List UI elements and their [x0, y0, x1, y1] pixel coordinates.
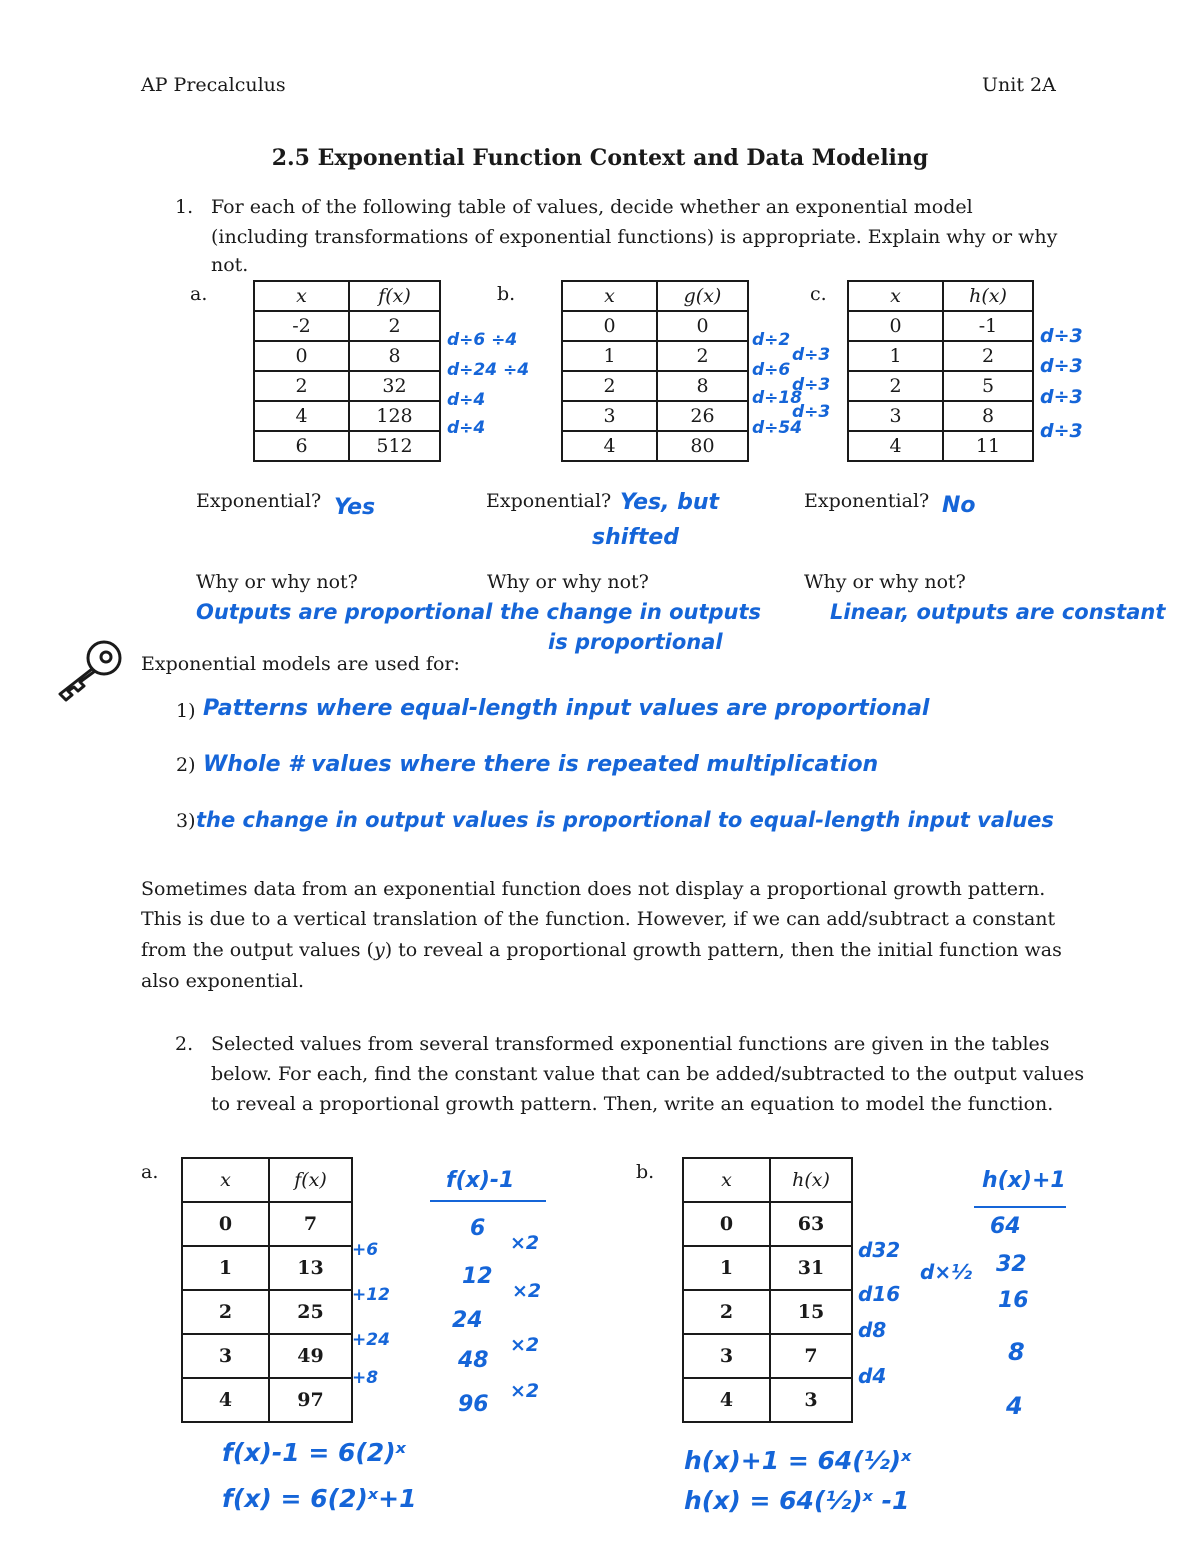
q1a-table — [253, 280, 441, 462]
q2b-work-4: 8 — [1008, 1338, 1025, 1366]
table-cell: 26 — [657, 401, 748, 431]
table-cell: 512 — [349, 431, 440, 461]
table-cell: 4 — [562, 431, 657, 461]
table-cell: 3 — [770, 1378, 852, 1422]
table-cell: 1 — [683, 1246, 770, 1290]
table-cell: 1 — [848, 341, 943, 371]
q2a-xhead: x — [182, 1158, 269, 1202]
q2a-ratio-2: ×2 — [512, 1280, 542, 1302]
q1c-note-3: d÷3 — [1040, 386, 1083, 408]
table-cell: 4 — [683, 1378, 770, 1422]
table-cell: 25 — [269, 1290, 352, 1334]
table-cell: -1 — [943, 311, 1033, 341]
q1a-xhead: x — [254, 281, 349, 311]
table-cell: 0 — [182, 1202, 269, 1246]
q2-number: 2. — [175, 1033, 194, 1055]
model-2-num: 2) — [176, 754, 196, 776]
q1a-why-label: Why or why not? — [196, 571, 358, 593]
table-cell: 63 — [770, 1202, 852, 1246]
q1-number: 1. — [175, 196, 194, 218]
table-cell: 2 — [943, 341, 1033, 371]
table-cell: -2 — [254, 311, 349, 341]
q2b-equation-2: h(x) = 64(½)ˣ -1 — [684, 1486, 910, 1515]
q2b-work-5: 4 — [1006, 1392, 1023, 1420]
q1a-why-answer: Outputs are proportional — [196, 600, 493, 624]
table-cell: 2 — [683, 1290, 770, 1334]
q2b-ratio-note: d×½ — [920, 1260, 972, 1284]
q1a-exp-answer: Yes — [334, 495, 376, 520]
q1b-xhead: x — [562, 281, 657, 311]
table-cell: 0 — [657, 311, 748, 341]
paragraph-line-3 — [141, 935, 1062, 965]
q2b-note-1: d32 — [858, 1238, 901, 1262]
q1b-exp-answer-2: shifted — [592, 525, 680, 550]
q1b-yhead: g(x) — [657, 281, 748, 311]
table-cell: 32 — [349, 371, 440, 401]
q2a-ratio-3: ×2 — [510, 1334, 540, 1356]
q2-prompt-1: Selected values from several transformed exponential functions are given in the tables — [211, 1033, 1050, 1055]
q2a-work-5: 96 — [458, 1392, 489, 1417]
key-icon — [54, 636, 126, 704]
q2-prompt-2: below. For each, find the constant value that can be added/subtracted to the output values — [211, 1063, 1085, 1085]
q2a-work-4: 48 — [458, 1348, 489, 1373]
q1a-yhead: f(x) — [349, 281, 440, 311]
table-cell: 0 — [254, 341, 349, 371]
table-cell: 3 — [683, 1334, 770, 1378]
table-cell: 49 — [269, 1334, 352, 1378]
q2b-note-2: d16 — [858, 1282, 901, 1306]
page-title: 2.5 Exponential Function Context and Data Modeling — [271, 145, 929, 171]
q2b-table — [682, 1157, 853, 1423]
q2-prompt-3: to reveal a proportional growth pattern. Then, write an equation to model the function. — [211, 1093, 1054, 1115]
q1b-note-2: d÷6 — [752, 360, 791, 380]
q2a-ratio-1: ×2 — [510, 1232, 540, 1254]
table-cell: 2 — [562, 371, 657, 401]
q1b-exp-label: Exponential? — [486, 490, 612, 512]
paragraph-line-3b: ) to reveal a proportional growth pattern, then the initial function was — [384, 939, 1062, 961]
table-cell: 0 — [562, 311, 657, 341]
q1-prompt-2: (including transformations of exponential functions) is appropriate. Explain why or why — [211, 226, 1058, 248]
q2a-equation-2: f(x) = 6(2)ˣ+1 — [222, 1484, 417, 1513]
q2a-equation-1: f(x)-1 = 6(2)ˣ — [222, 1438, 406, 1467]
q1c-note-2: d÷3 — [1040, 355, 1083, 377]
q2b-equation-1: h(x)+1 = 64(½)ˣ — [684, 1446, 912, 1475]
q1b-why-answer-2: is proportional — [548, 630, 723, 654]
q1b-why-answer-1: the change in outputs — [500, 600, 762, 624]
table-cell: 6 — [254, 431, 349, 461]
q1a-exp-label: Exponential? — [196, 490, 322, 512]
models-intro: Exponential models are used for: — [141, 653, 460, 675]
q2b-note-4: d4 — [858, 1364, 887, 1388]
table-cell: 13 — [269, 1246, 352, 1290]
unit-label: Unit 2A — [982, 74, 1056, 96]
table-cell: 2 — [349, 311, 440, 341]
q1c-yhead: h(x) — [943, 281, 1033, 311]
q2a-note-3: +24 — [352, 1330, 390, 1350]
paragraph-line-3a: from the output values ( — [141, 939, 374, 961]
table-cell: 0 — [683, 1202, 770, 1246]
q1-prompt-1: For each of the following table of values, decide whether an exponential model — [211, 196, 973, 218]
table-cell: 4 — [182, 1378, 269, 1422]
course-title: AP Precalculus — [141, 74, 286, 96]
q1c-exp-label: Exponential? — [804, 490, 930, 512]
q1a-note-2: d÷24 ÷4 — [447, 360, 530, 380]
q2b-yhead: h(x) — [770, 1158, 852, 1202]
q1b-exp-answer-1: Yes, but — [620, 490, 720, 515]
q1c-why-answer: Linear, outputs are constant — [830, 600, 1166, 624]
table-cell: 8 — [349, 341, 440, 371]
q1a-note-1: d÷6 ÷4 — [447, 330, 518, 350]
table-cell: 3 — [562, 401, 657, 431]
q1c-why-label: Why or why not? — [804, 571, 966, 593]
q1a-note-3: d÷4 — [447, 390, 486, 410]
table-cell: 80 — [657, 431, 748, 461]
model-3-answer: the change in output values is proportional to equal-length input values — [196, 808, 1054, 832]
q2b-work-divider — [974, 1206, 1066, 1208]
table-cell: 4 — [254, 401, 349, 431]
q2a-ratio-4: ×2 — [510, 1380, 540, 1402]
table-cell: 2 — [848, 371, 943, 401]
q2a-work-head: f(x)-1 — [446, 1168, 515, 1193]
q1c-table — [847, 280, 1034, 462]
paragraph-line-2: This is due to a vertical translation of the function. However, if we can add/subtract a constant — [141, 908, 1056, 930]
q1c-note-1: d÷3 — [1040, 325, 1083, 347]
table-cell: 1 — [182, 1246, 269, 1290]
q1b-letter: b. — [497, 283, 516, 305]
table-cell: 11 — [943, 431, 1033, 461]
table-cell: 2 — [254, 371, 349, 401]
table-cell: 7 — [770, 1334, 852, 1378]
model-1-answer: Patterns where equal-length input values are proportional — [203, 696, 930, 721]
q2b-letter: b. — [636, 1161, 655, 1183]
table-cell: 97 — [269, 1378, 352, 1422]
paragraph-var-y: y — [373, 939, 385, 961]
q1b-why-label: Why or why not? — [487, 571, 649, 593]
table-cell: 1 — [562, 341, 657, 371]
table-cell: 7 — [269, 1202, 352, 1246]
table-cell: 5 — [943, 371, 1033, 401]
q2a-work-1: 6 — [470, 1216, 486, 1241]
q1a-letter: a. — [190, 283, 208, 305]
model-1-num: 1) — [176, 700, 196, 722]
table-cell: 31 — [770, 1246, 852, 1290]
q2b-work-2: 32 — [996, 1252, 1027, 1277]
table-cell: 2 — [182, 1290, 269, 1334]
q1b-note2-2: d÷3 — [792, 375, 831, 395]
table-cell: 3 — [848, 401, 943, 431]
table-cell: 8 — [943, 401, 1033, 431]
q1b-note-1: d÷2 — [752, 330, 791, 350]
table-cell: 0 — [848, 311, 943, 341]
q1b-note2-3: d÷3 — [792, 402, 831, 422]
table-cell: 128 — [349, 401, 440, 431]
q2a-note-1: +6 — [352, 1240, 379, 1260]
q2a-note-4: +8 — [352, 1368, 379, 1388]
q1b-note-3: d÷18 — [752, 388, 803, 408]
model-3-num: 3) — [176, 810, 196, 832]
q2a-work-3: 24 — [452, 1308, 483, 1333]
paragraph-line-1: Sometimes data from an exponential function does not display a proportional growth pattern. — [141, 878, 1046, 900]
q1c-letter: c. — [810, 283, 827, 305]
q1c-exp-answer: No — [942, 493, 976, 518]
q2b-work-3: 16 — [998, 1288, 1029, 1313]
q2a-work-2: 12 — [462, 1264, 493, 1289]
q1b-note-4: d÷54 — [752, 418, 803, 438]
q1b-table — [561, 280, 749, 462]
q2a-table — [181, 1157, 353, 1423]
model-2-answer: Whole # values where there is repeated multiplication — [203, 752, 879, 777]
table-cell: 8 — [657, 371, 748, 401]
q2a-letter: a. — [141, 1161, 159, 1183]
table-cell: 4 — [848, 431, 943, 461]
q1c-note-4: d÷3 — [1040, 420, 1083, 442]
q1c-xhead: x — [848, 281, 943, 311]
q2a-note-2: +12 — [352, 1285, 390, 1305]
q2a-yhead: f(x) — [269, 1158, 352, 1202]
q1-prompt-3: not. — [211, 254, 249, 276]
q2b-note-3: d8 — [858, 1318, 887, 1342]
paragraph-line-4: also exponential. — [141, 970, 305, 992]
q1a-note-4: d÷4 — [447, 418, 486, 438]
q2b-work-1: 64 — [990, 1214, 1021, 1239]
table-cell: 2 — [657, 341, 748, 371]
q2a-work-divider — [430, 1200, 546, 1202]
table-cell: 15 — [770, 1290, 852, 1334]
q1b-note2-1: d÷3 — [792, 345, 831, 365]
q2b-work-head: h(x)+1 — [982, 1168, 1066, 1193]
q2b-xhead: x — [683, 1158, 770, 1202]
table-cell: 3 — [182, 1334, 269, 1378]
